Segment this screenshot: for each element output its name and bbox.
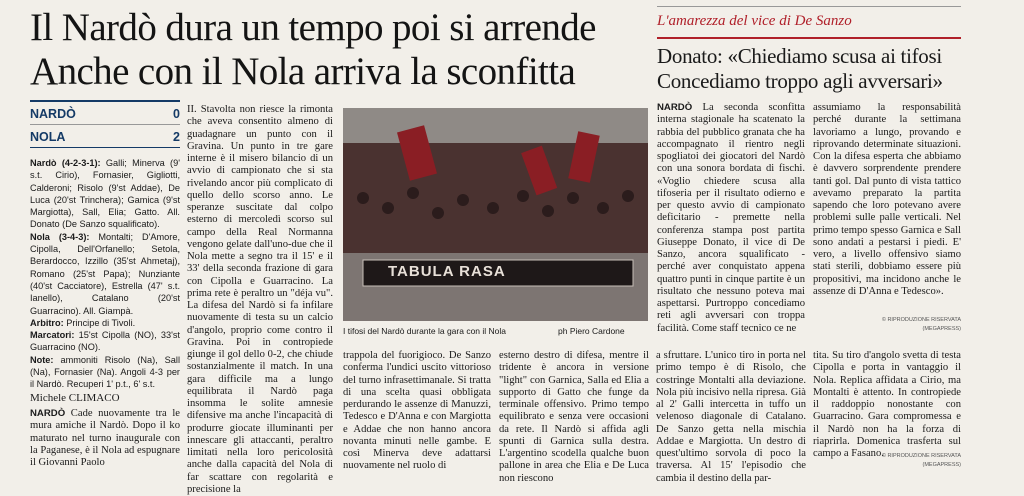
scorers-label: Marcatori: [30, 330, 75, 341]
scoreboard [30, 100, 180, 148]
notes: ammoniti Risolo (Na), Sall (Na), Fornasier (Na). Angoli 4-3 per il Nardò. Recuperi 1' p.t., 6' s.t. [30, 354, 180, 390]
sidebar-top-rule [657, 6, 961, 7]
sidebar-col2-text: assumiamo la responsabilità perché durante la settimana lavoriamo a lungo, provando e riprovando determinate situazioni. Con la difesa esperta che abbiamo è davvero sorprendente prendere tanti gol. Dal punto di vista tattico avevamo preparato la partita sapendo che loro potevano avere problemi sulle palle verticali. Nel primo tempo spesso Garnica e Sall sono andati a pestarsi i piedi. E' vero, a livello offensivo siamo stati sterili, dobbiamo essere più propositivi, ma incidono anche le assenze di D'Anna e Tedesco». [813, 102, 961, 297]
article-col5-text: a sfruttare. L'unico tiro in porta nel primo tempo è di Risolo, che costringe Montalti alla deviazione. Nola più incisivo nella ripresa. Già al 2' Galli intercetta in tuffo un velenoso diagonale di Catalano. De Sanzo getta nella mischia Addae e Margiotta. Un destro di quest'ultimo sorvola di poco la traversa. Al 15' l'episodio che cambia il destino della par- [656, 350, 806, 484]
article-column-5 [656, 350, 806, 485]
article-column-6 [813, 350, 961, 460]
byline: Michele CLIMACO [30, 392, 120, 404]
article-col3-text: trappola del fuorigioco. De Sanzo conferma l'undici uscito vittorioso del turno infrasettimanale. Si tratta di una scelta quasi obbligata perdurando le assenze di Manuzzi, Tedesco e D'Anna e con Margiotta e Addae che non hanno ancora novanta minuti nelle gambe. E così Minerva deve adattarsi nuovamente nel ruolo di [343, 350, 491, 472]
article-column-4 [499, 350, 649, 485]
sidebar-title-line-2: Concediamo troppo agli avversari» [657, 69, 943, 93]
nardo-lineup: Galli; Minerva (9' s.t. Cirio), Fornasier, Gigliotti, Calderoni; Risolo (9'st Addae), De Luca (20'st Trinchera); Gamica (9'st Margiotta), Sall, Elia; Gatto. All. Donato (De Sanzo squalificato). [30, 158, 180, 230]
sidebar-column-2 [813, 102, 961, 298]
sidebar-kicker: L'amarezza del vice di De Sanzo [657, 13, 852, 29]
banner-text: TABULA RASA [388, 263, 506, 280]
sidebar-rule [657, 37, 961, 39]
nola-lineup-label: Nola (3-4-3): [30, 231, 90, 242]
sidebar-col1-text: La seconda sconfitta interna stagionale ha scatenato la rabbia del pubblico granata che ha accompagnato il rientro negli spogliatoi dei giocatori del Nardò con una sonora bordata di fischi. «Voglio chiedere scusa alla tifoseria per il risultato odierno e per questo avvio di campionato deficitario - premette nella conferenza stampa post partita Giuseppe Donato, il vice di De Sanzo, ancora squalificato - perché aver conquistato appena quattro punti in cinque partite è un risultato che nessuno poteva mai aspettarsi. Purtroppo concediamo reti agli avversari con troppa facilità. Come staff tecnico ce ne [657, 102, 805, 334]
away-score: 2 [173, 129, 180, 144]
sidebar-column-1 [657, 102, 805, 335]
photo-credit: ph Piero Cardone [558, 326, 625, 336]
article-agency: (MEGAPRESS) [922, 462, 961, 468]
notes-label: Note: [30, 354, 54, 365]
article-col2-text: II. Stavolta non riesce la rimonta che aveva consentito almeno di guadagnare un punto con il Gravina. Un punto in tre gare interne è il misero bilancio di un avvio di campionato che si sta rivelando ancor più complicato di quello dello scorso anno. Le speranze suscitate dal colpo esterno di mercoledì scorso sul campo della Real Normanna vengono gelate dall'uno-due che il Nola mette a segno tra il 15' e il 33' della seconda frazione di gara con Cipolla e Guarracino. La prima rete è peraltro un "déja vu". La difesa del Nardò si fa infilare nuovamente di testa su un calcio d'angolo, proprio come contro il Gravina. Poi in contropiede giunge il gol dello 0-2, che chiude sostanzialmente il match. In una gara difficile ma a lungo equilibrata il Nardò paga insomma le solite amnesie difensive ma anche l'incapacità di produrre giocate illuminanti per innescare gli attaccanti, peraltro limitati nella loro pericolosità anche dalla capacità del Nola di far scattare con regolarità e precisione la [187, 104, 333, 495]
fans-photo [343, 108, 648, 321]
nola-lineup: Montalti; D'Amore, Cipolla, Dell'Orfanello; Setola, Berardocco, Izzillo (35'st Ahmetaj), Romano (25'st Papa); Nunziante (40'st Cacciatore), Estrella (47' s.t. Ianello), Catalano (20'st Guarracino). All. Giampà. [30, 231, 180, 316]
headline-line-2: Anche con il Nola arriva la sconfitta [30, 50, 576, 93]
scorers: 15'st Cipolla (NO), 33'st Guarracino (NO). [30, 330, 180, 353]
sidebar-lead: NARDÒ [657, 102, 693, 113]
article-rights: © RIPRODUZIONE RISERVATA [881, 453, 961, 459]
sidebar-agency: (MEGAPRESS) [922, 326, 961, 332]
article-lead: NARDÒ [30, 408, 66, 419]
photo-caption: I tifosi del Nardò durante la gara con il Nola [343, 326, 507, 336]
away-team: NOLA [30, 129, 66, 144]
referee-label: Arbitro: [30, 317, 64, 328]
home-score: 0 [173, 106, 180, 121]
headline-line-1: Il Nardò dura un tempo poi si arrende [30, 6, 596, 49]
article-col1-text: Cade nuovamente tra le mura amiche il Nardò. Dopo il ko maturato nel turno inaugurale con la Paganese, è il Nola ad espugnare il Giovanni Paolo [30, 408, 180, 468]
nardo-lineup-label: Nardò (4-2-3-1): [30, 158, 101, 168]
article-col6-text: tita. Su tiro d'angolo svetta di testa Cipolla e porta in vantaggio il Nola. Replica affidata a Cirio, ma Montalti è attento. In contropiede il raddoppio nonostante con Guarracino. Gara compromessa e il Nardò non ha la forza di riaprirla. Domenica trasferta sul campo a Fasano. [813, 350, 961, 459]
referee: Principe di Tivoli. [63, 317, 136, 328]
sidebar-title-line-1: Donato: «Chiediamo scusa ai tifosi [657, 44, 942, 68]
article-column-2 [187, 104, 333, 496]
sidebar-rights: © RIPRODUZIONE RISERVATA [881, 317, 961, 323]
match-report-box [30, 157, 180, 391]
article-col4-text: esterno destro di difesa, mentre il tridente è ancora in versione "light" con Garnica, Salla ed Elia a supporto di Gatto che funge da terminale offensivo. Primo tempo equilibrato e senza vere occasioni da rete. Il Nardò si affida agli spunti di Garnica sulla destra. L'argentino scodella qualche buon pallone in area che Elia e De Luca non riescono [499, 350, 649, 484]
article-column-3 [343, 350, 491, 473]
article-column-1 [30, 408, 180, 469]
home-team: NARDÒ [30, 106, 76, 121]
